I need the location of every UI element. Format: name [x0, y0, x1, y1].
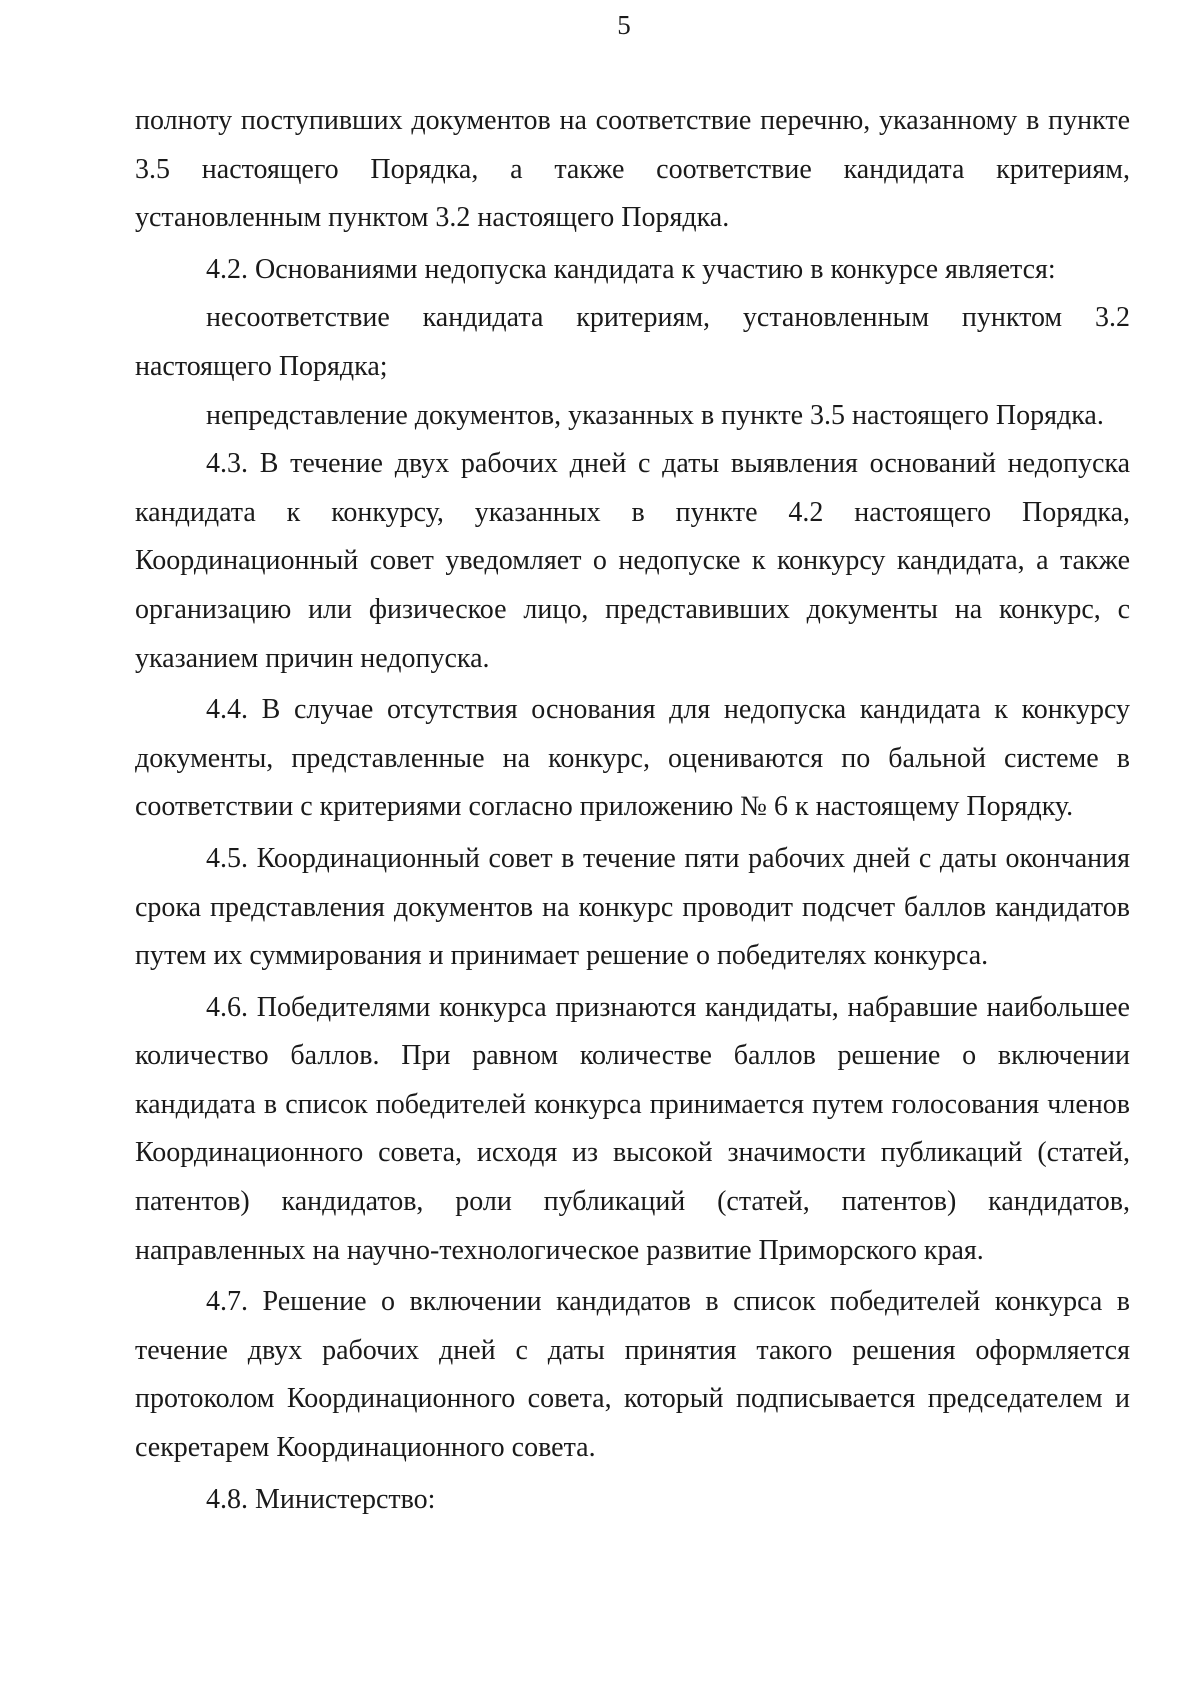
- paragraph-continuation: полноту поступивших документов на соответствие перечню, указанному в пункте 3.5 настоящего Порядка, а также соответствие кандидата критериям, установленным пунктом 3.2 настоящего Порядка.: [135, 105, 1130, 234]
- paragraph-4-7: 4.7. Решение о включении кандидатов в список победителей конкурса в течение двух рабочих дней с даты принятия такого решения оформляется протоколом Координационного совета, который подписывается председателем и секретарем Координационного совета.: [135, 1286, 1130, 1464]
- paragraph-4-3: 4.3. В течение двух рабочих дней с даты выявления оснований недопуска кандидата к конкурсу, указанных в пункте 4.2 настоящего Порядка, Координационный совет уведомляет о недопуске к конкурсу кандидата, а также организацию или физическое лицо, представивших документы на конкурс, с указанием причин недопуска.: [135, 448, 1130, 674]
- paragraph-4-2-item-1: несоответствие кандидата критериям, установленным пунктом 3.2 настоящего Порядка;: [135, 302, 1130, 382]
- paragraph-4-2: 4.2. Основаниями недопуска кандидата к участию в конкурсе является:: [206, 253, 1056, 285]
- document-body: [135, 97, 1130, 1524]
- paragraph-4-8: 4.8. Министерство:: [206, 1483, 436, 1515]
- paragraph-4-6: 4.6. Победителями конкурса признаются кандидаты, набравшие наибольшее количество баллов. При равном количестве баллов решение о включении кандидата в список победителей конкурса принимается путем голосования членов Координационного совета, исходя из высокой значимости публикаций (статей, патентов) кандидатов, роли публикаций (статей, патентов) кандидатов, направленных на научно-технологическое развитие Приморского края.: [135, 991, 1130, 1266]
- paragraph-4-5: 4.5. Координационный совет в течение пяти рабочих дней с даты окончания срока представления документов на конкурс проводит подсчет баллов кандидатов путем их суммирования и принимает решение о победителях конкурса.: [135, 842, 1130, 972]
- paragraph-4-4: 4.4. В случае отсутствия основания для недопуска кандидата к конкурсу документы, представленные на конкурс, оцениваются по бальной системе в соответствии с критериями согласно приложению № 6 к настоящему Порядку.: [135, 694, 1130, 823]
- page-number: 5: [617, 10, 631, 40]
- paragraph-4-2-item-2: непредставление документов, указанных в пункте 3.5 настоящего Порядка.: [206, 399, 1104, 431]
